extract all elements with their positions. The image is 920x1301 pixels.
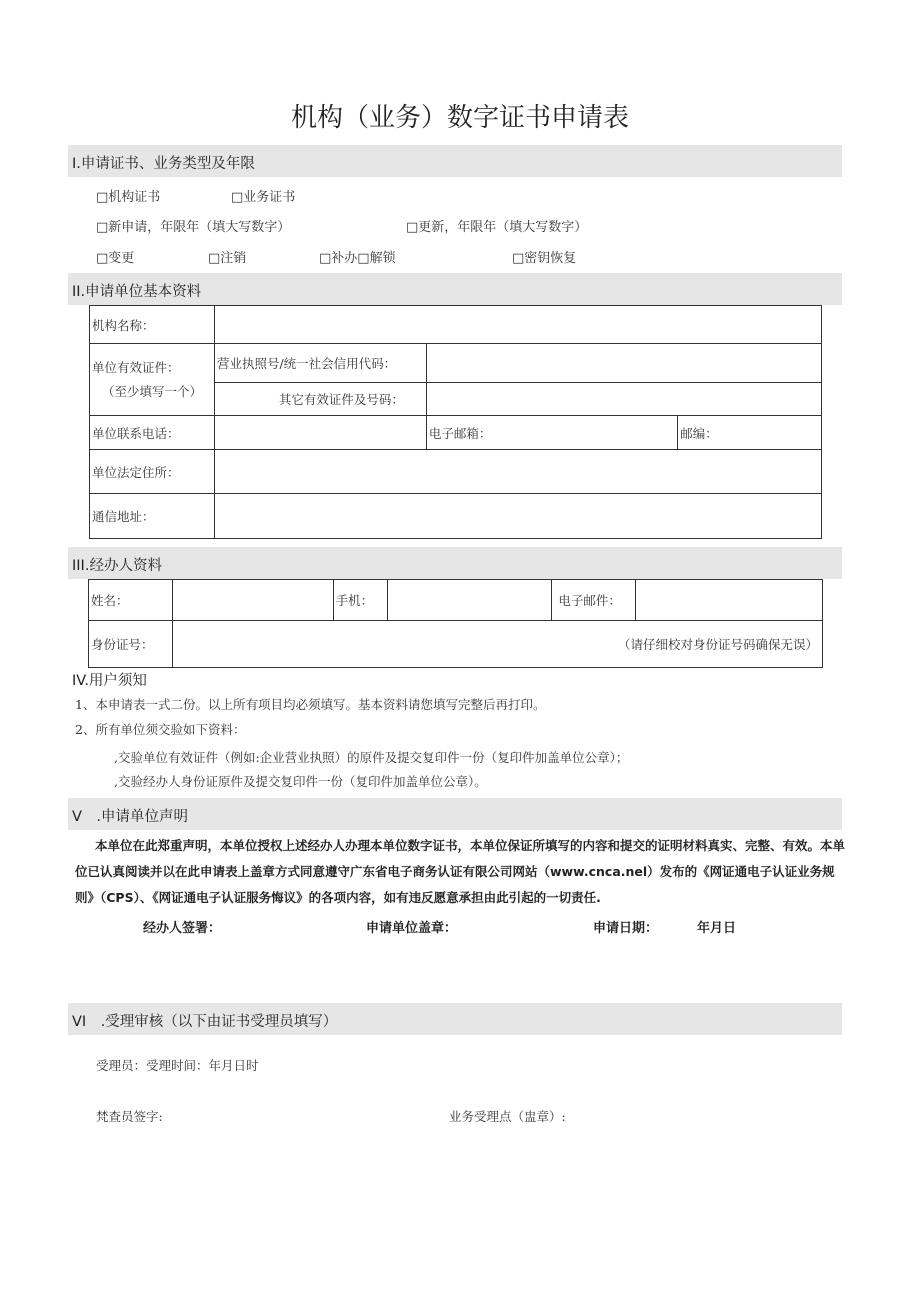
section-1-header	[68, 145, 842, 177]
section-6-title: VI .受理审核（以下由证书受理员填写）	[72, 1014, 338, 1030]
org-name-label: 机构名称：	[90, 306, 215, 344]
agent-info-table	[88, 579, 823, 668]
legal-address-field[interactable]	[214, 450, 821, 494]
agent-mobile-label: 手机：	[333, 580, 387, 621]
section-5-header	[68, 798, 842, 830]
section-3-header	[68, 547, 842, 579]
notice-sub-1: ,交验单位有效证件（例如:企业营业执照）的原件及提交复印件一份（复印件加盖单位公章）；	[114, 750, 629, 765]
org-name-field[interactable]	[214, 306, 821, 344]
checkbox-key-recovery[interactable]: □密钥恢复	[512, 251, 577, 266]
phone-label: 单位联系电话：	[90, 416, 215, 450]
mail-address-label: 通信地址：	[90, 494, 215, 539]
agent-mobile-field[interactable]	[387, 580, 552, 621]
section-1-title: I.申请证书、业务类型及年限	[72, 156, 255, 172]
checkbox-renew[interactable]: □更新，年限年（填大写数字）	[406, 220, 588, 235]
license-field[interactable]	[426, 344, 821, 383]
page-title: 机构（业务）数字证书申请表	[290, 103, 629, 133]
other-cert-field[interactable]	[426, 383, 821, 416]
agent-signature-label: 经办人签署：	[143, 921, 222, 936]
section-2-title: II.申请单位基本资料	[72, 284, 202, 300]
valid-cert-hint: （至少填写一个）	[102, 383, 203, 399]
org-seal-label: 申请单位盖章：	[366, 921, 458, 936]
valid-cert-cell	[90, 344, 215, 416]
notice-item-2: 2、所有单位须交验如下资料：	[75, 722, 246, 737]
section-4-title: IV.用户须知	[72, 673, 147, 689]
checkbox-org-cert[interactable]: □机构证书	[96, 190, 161, 205]
apply-date-value: 年月日	[697, 921, 737, 936]
declaration-text: 本单位在此郑重声明，本单位授权上述经办人办理本单位数字证书，本单位保证所填写的内容和提交的证明材料真实、完整、有效。本单位已认真阅读并以在此申请表上盖章方式同意遵守广东省电子商务认证有限公司网站（www.cnca.nel）发布的《网证通电子认证业务规则》（CPS）、《网证通电子认证服务悔议》的各项内容，如有违反愿意承担由此引起的一切责任.	[75, 838, 846, 905]
agent-id-hint: （请仔细校对身份证号码确保无误）	[617, 637, 818, 652]
email-label: 电子邮箱：	[426, 416, 677, 450]
agent-email-label: 电子邮件：	[552, 580, 636, 621]
legal-address-label: 单位法定住所：	[90, 450, 215, 494]
checker-signature-label: 梵查员签字:	[96, 1109, 163, 1124]
section-6-header	[68, 1003, 842, 1035]
phone-field[interactable]	[214, 416, 426, 450]
license-label: 营业执照号/统一社会信用代码：	[214, 344, 426, 383]
org-info-table	[89, 305, 822, 539]
checkbox-reissue-unlock[interactable]: □补办□解锁	[319, 251, 396, 266]
checkbox-cancel[interactable]: □注销	[208, 251, 247, 266]
receiver-line: 受理员：受理时间：年月日时	[96, 1058, 259, 1073]
office-seal-label: 业务受理点（盅章）:	[449, 1109, 566, 1124]
agent-id-field[interactable]	[172, 621, 822, 668]
valid-cert-label: 单位有效证件：	[92, 359, 180, 375]
agent-name-label: 姓名：	[89, 580, 173, 621]
mail-address-field[interactable]	[214, 494, 821, 539]
apply-date-label: 申请日期：	[593, 921, 659, 936]
agent-name-field[interactable]	[172, 580, 333, 621]
checkbox-biz-cert[interactable]: □业务证书	[231, 190, 296, 205]
postcode-label: 邮编：	[678, 416, 822, 450]
notice-item-1: 1、本申请表一式二份。以上所有项目均必须填写。基本资料请您填写完整后再打印。	[75, 697, 546, 712]
section-3-title: III.经办人资料	[72, 558, 162, 574]
checkbox-new-apply[interactable]: □新申请，年限年（填大写数字）	[96, 220, 291, 235]
notice-sub-2: ,交验经办人身份证原件及提交复印件一份（复印件加盖单位公章）。	[114, 774, 487, 789]
section-5-title: V .申请单位声明	[72, 809, 189, 825]
agent-id-label: 身份证号：	[89, 621, 173, 668]
checkbox-change[interactable]: □变更	[96, 251, 135, 266]
other-cert-label: 其它有效证件及号码：	[214, 383, 426, 416]
agent-email-field[interactable]	[636, 580, 823, 621]
section-2-header	[68, 273, 842, 305]
